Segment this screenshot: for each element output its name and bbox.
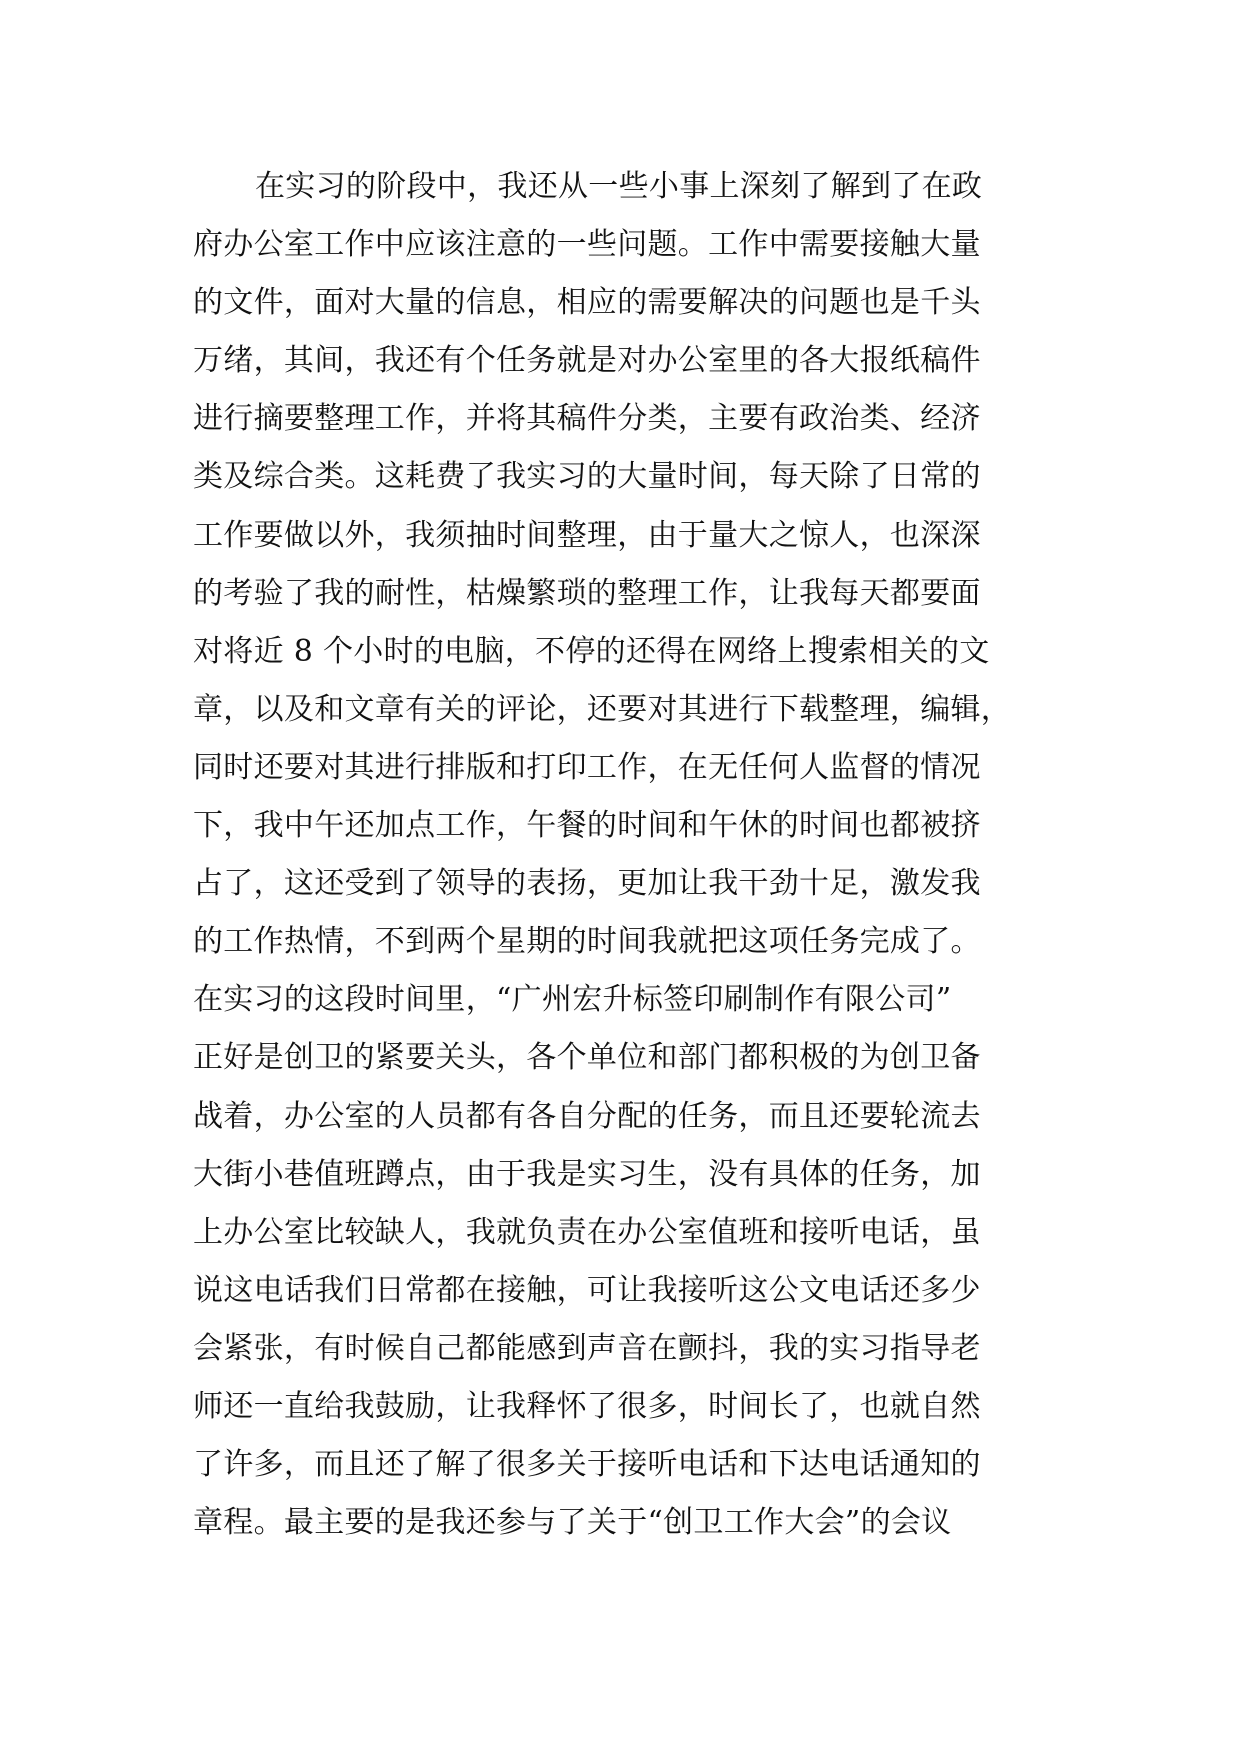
- text-line: 的考验了我的耐性，枯燥繁琐的整理工作，让我每天都要面: [193, 575, 981, 611]
- text-line: 工作要做以外，我须抽时间整理，由于量大之惊人，也深深: [193, 517, 981, 553]
- text-line: 会紧张，有时候自己都能感到声音在颤抖，我的实习指导老: [193, 1330, 981, 1366]
- text-line: 类及综合类。这耗费了我实习的大量时间，每天除了日常的: [193, 459, 981, 495]
- text-line: 说这电话我们日常都在接触，可让我接听这公文电话还多少: [193, 1272, 981, 1308]
- text-line: 对将近 8 个小时的电脑，不停的还得在网络上搜索相关的文: [193, 633, 990, 669]
- text-line: 了许多，而且还了解了很多关于接听电话和下达电话通知的: [193, 1447, 981, 1483]
- text-line: 章，以及和文章有关的评论，还要对其进行下载整理，编辑，: [193, 691, 1012, 727]
- text-line: 上办公室比较缺人，我就负责在办公室值班和接听电话，虽: [193, 1214, 981, 1250]
- text-line: 万绪，其间，我还有个任务就是对办公室里的各大报纸稿件: [193, 343, 981, 379]
- text-line: 师还一直给我鼓励，让我释怀了很多，时间长了，也就自然: [193, 1388, 981, 1424]
- text-line: 占了，这还受到了领导的表扬，更加让我干劲十足，激发我: [193, 866, 981, 902]
- text-line: 的工作热情，不到两个星期的时间我就把这项任务完成了。: [193, 924, 981, 960]
- text-line: 战着，办公室的人员都有各自分配的任务，而且还要轮流去: [193, 1098, 981, 1134]
- text-line: 正好是创卫的紧要关头，各个单位和部门都积极的为创卫备: [193, 1040, 981, 1076]
- text-line: 的文件，面对大量的信息，相应的需要解决的问题也是千头: [193, 285, 981, 321]
- text-line: 下，我中午还加点工作，午餐的时间和午休的时间也都被挤: [193, 808, 981, 844]
- text-line: 在实习的阶段中，我还从一些小事上深刻了解到了在政: [255, 169, 983, 204]
- text-line: 大街小巷值班蹲点，由于我是实习生，没有具体的任务，加: [193, 1156, 981, 1192]
- text-line: 进行摘要整理工作，并将其稿件分类，主要有政治类、经济: [193, 401, 981, 437]
- text-line: 同时还要对其进行排版和打印工作，在无任何人监督的情况: [193, 749, 981, 785]
- text-line: 章程。最主要的是我还参与了关于“创卫工作大会”的会议: [193, 1505, 952, 1541]
- text-line: 在实习的这段时间里，“广州宏升标签印刷制作有限公司”: [193, 982, 952, 1018]
- body-paragraph: [193, 158, 1063, 1552]
- text-line: 府办公室工作中应该注意的一些问题。工作中需要接触大量: [193, 227, 981, 263]
